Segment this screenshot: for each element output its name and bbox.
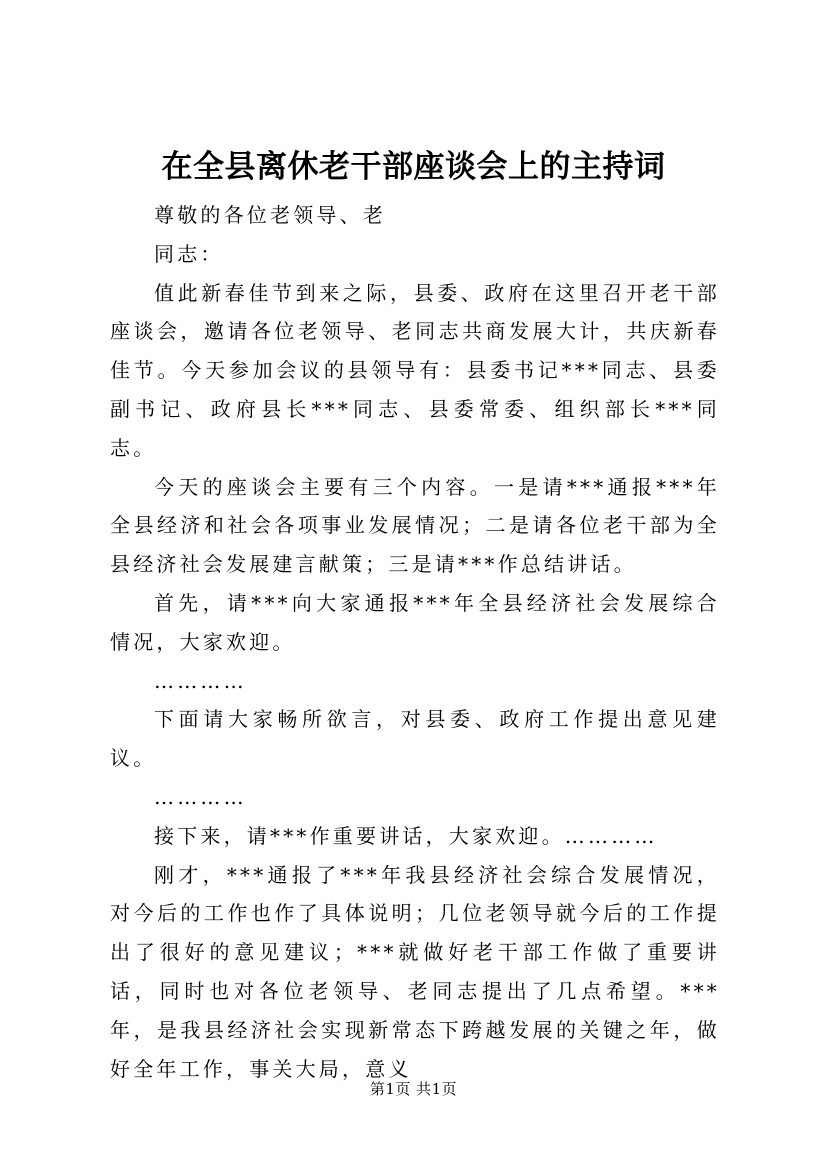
paragraph-salutation-1: 尊敬的各位老领导、老 [154, 203, 386, 227]
paragraph-first-item: 首先，请***向大家通报***年全县经济社会发展综合情况，大家欢迎。 [110, 590, 720, 654]
paragraph-agenda: 今天的座谈会主要有三个内容。一是请***通报***年全县经济和社会各项事业发展情况；二是请各位老干部为全县经济社会发展建言献策；三是请***作总结讲话。 [110, 474, 720, 577]
page-footer: 第1页 共1页 [369, 1080, 458, 1098]
paragraph-discussion: 下面请大家畅所欲言，对县委、政府工作提出意见建议。 [110, 707, 720, 771]
paragraph-summary: 刚才，***通报了***年我县经济社会综合发展情况，对今后的工作也作了具体说明；几位老领导就今后的工作提出了很好的意见建议；***就做好老干部工作做了重要讲话，同时也对各位老领导、老同志提出了几点希望。***年，是我县经济社会实现新常态下跨越发展的关键之年，做好全年工作，事关大局，意义 [110, 862, 720, 1081]
paragraph-speech: 接下来，请***作重要讲话，大家欢迎。………… [154, 823, 658, 848]
paragraph-ellipsis-2: ………… [154, 784, 247, 809]
document-body [110, 196, 720, 1088]
paragraph-opening: 值此新春佳节到来之际，县委、政府在这里召开老干部座谈会，邀请各位老领导、老同志共商发展大计，共庆新春佳节。今天参加会议的县领导有：县委书记***同志、县委副书记、政府县长***同志、县委常委、组织部长***同志。 [110, 280, 720, 460]
paragraph-ellipsis-1: ………… [154, 668, 247, 693]
document-title: 在全县离休老干部座谈会上的主持词 [161, 149, 666, 185]
paragraph-salutation-2: 同志： [154, 241, 224, 266]
